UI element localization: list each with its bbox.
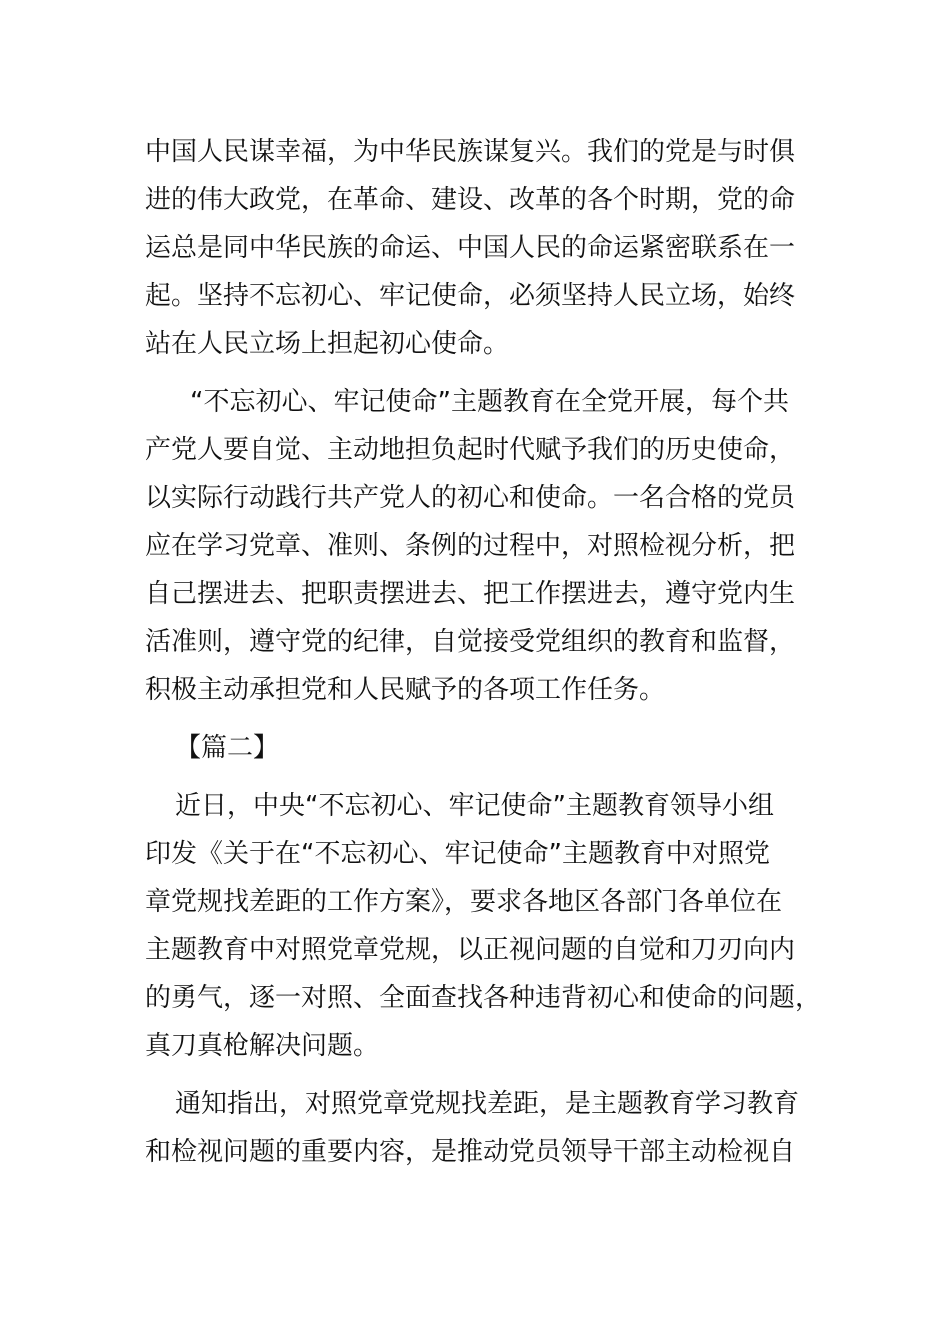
text-line: 运总是同中华民族的命运、中国人民的命运紧密联系在一	[145, 233, 796, 263]
text-line: 起。坚持不忘初心、牢记使命，必须坚持人民立场，始终	[145, 281, 796, 311]
text-line: 进的伟大政党，在革命、建设、改革的各个时期，党的命	[145, 185, 796, 215]
paragraph-gap	[145, 1070, 805, 1080]
paragraph-2	[145, 378, 805, 714]
paragraph-gap	[145, 368, 805, 378]
paragraph-3	[145, 782, 822, 1070]
paragraph-gap	[145, 772, 805, 782]
text-line: “不忘初心、牢记使命”主题教育在全党开展，每个共	[190, 387, 789, 417]
section-title: 【篇二】	[175, 733, 280, 763]
text-line: 通知指出，对照党章党规找差距，是主题教育学习教育	[175, 1089, 800, 1119]
text-line: 真刀真枪解决问题。	[145, 1031, 380, 1061]
paragraph-4	[145, 1080, 805, 1176]
text-line: 主题教育中对照党章党规，以正视问题的自觉和刀刃向内	[145, 935, 796, 965]
text-line: 站在人民立场上担起初心使命。	[145, 329, 510, 359]
text-line: 的勇气，逐一对照、全面查找各种违背初心和使命的问题，	[145, 983, 822, 1013]
document-body	[145, 128, 822, 1176]
paragraph-1	[145, 128, 805, 368]
text-line: 自己摆进去、把职责摆进去、把工作摆进去，遵守党内生	[145, 579, 796, 609]
text-line: 近日，中央“不忘初心、牢记使命”主题教育领导小组	[175, 791, 774, 821]
text-line: 产党人要自觉、主动地担负起时代赋予我们的历史使命，	[145, 435, 796, 465]
text-line: 和检视问题的重要内容，是推动党员领导干部主动检视自	[145, 1137, 796, 1167]
text-line: 应在学习党章、准则、条例的过程中，对照检视分析，把	[145, 531, 796, 561]
text-line: 章党规找差距的工作方案》，要求各地区各部门各单位在	[145, 887, 783, 917]
text-line: 活准则，遵守党的纪律，自觉接受党组织的教育和监督，	[145, 627, 796, 657]
text-line: 中国人民谋幸福，为中华民族谋复兴。我们的党是与时俱	[145, 137, 796, 167]
text-line: 以实际行动践行共产党人的初心和使命。一名合格的党员	[145, 483, 796, 513]
text-line: 印发《关于在“不忘初心、牢记使命”主题教育中对照党	[145, 839, 770, 869]
section-heading	[145, 724, 805, 772]
text-line: 积极主动承担党和人民赋予的各项工作任务。	[145, 675, 666, 705]
paragraph-gap	[145, 714, 805, 724]
